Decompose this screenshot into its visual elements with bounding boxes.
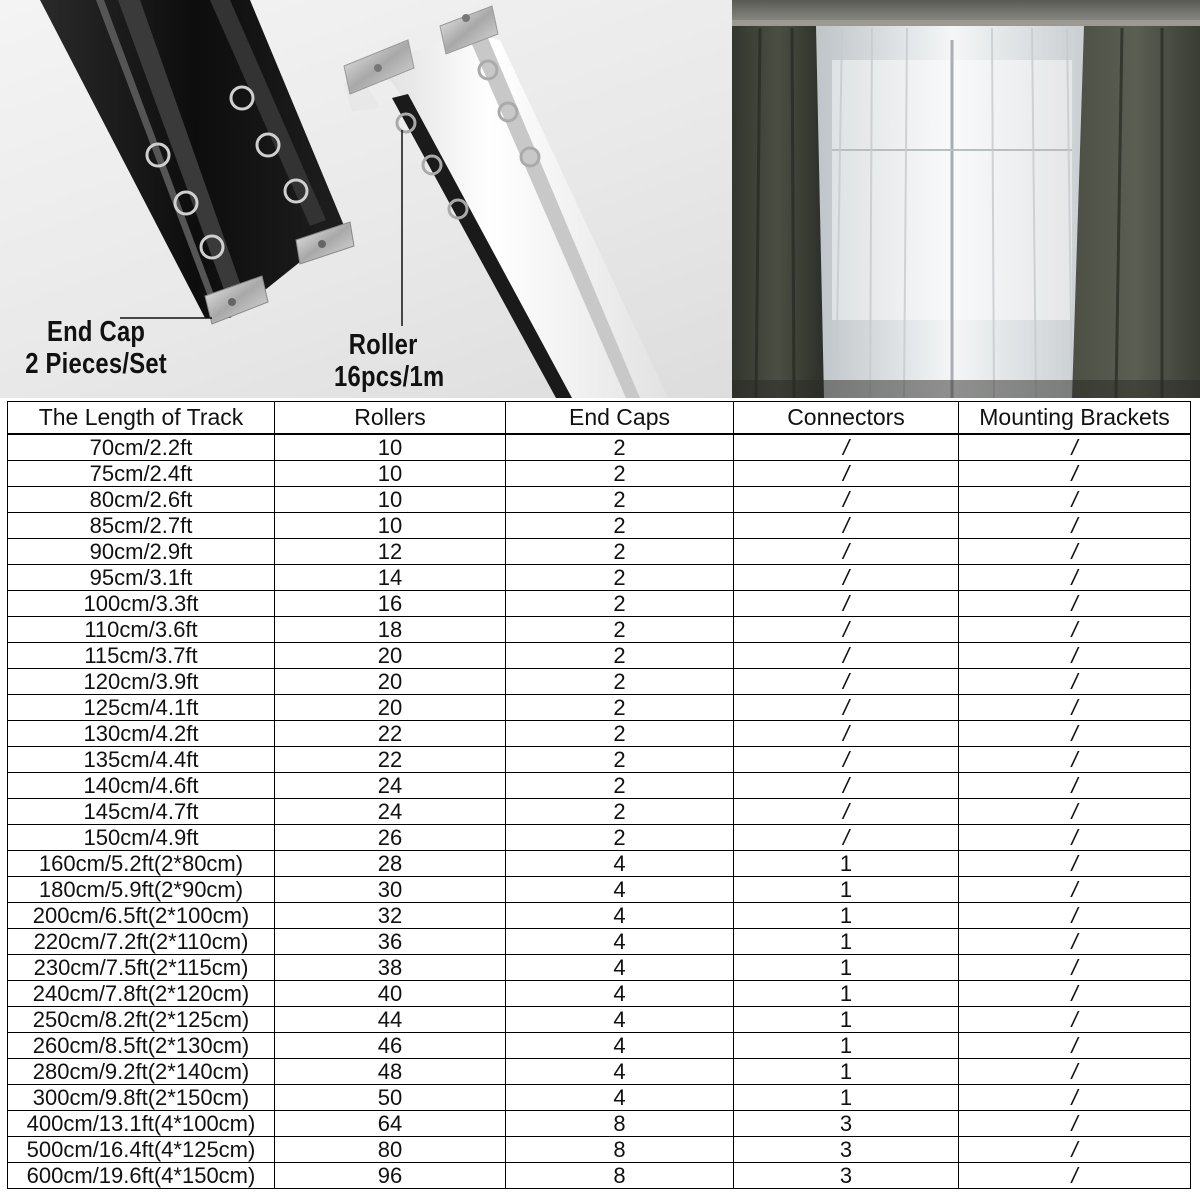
table-row: [8, 1163, 1191, 1189]
cell-connectors: /: [734, 643, 959, 669]
table-row: [8, 487, 1191, 513]
cell-track-length: 115cm/3.7ft: [8, 643, 275, 669]
cell-connectors: 1: [734, 955, 959, 981]
cell-connectors: 3: [734, 1163, 959, 1189]
cell-end-caps: 2: [506, 721, 734, 747]
cell-rollers: 20: [275, 643, 506, 669]
cell-mounting-brackets: /: [959, 903, 1191, 929]
cell-mounting-brackets: /: [959, 825, 1191, 851]
cell-rollers: 10: [275, 434, 506, 461]
cell-end-caps: 4: [506, 955, 734, 981]
cell-track-length: 85cm/2.7ft: [8, 513, 275, 539]
roller-title: Roller: [348, 329, 418, 361]
cell-connectors: 1: [734, 877, 959, 903]
cell-track-length: 150cm/4.9ft: [8, 825, 275, 851]
cell-connectors: 1: [734, 1033, 959, 1059]
cell-mounting-brackets: /: [959, 1059, 1191, 1085]
cell-mounting-brackets: /: [959, 851, 1191, 877]
cell-track-length: 135cm/4.4ft: [8, 747, 275, 773]
cell-end-caps: 2: [506, 825, 734, 851]
header-connectors: Connectors: [734, 402, 959, 435]
cell-connectors: 1: [734, 903, 959, 929]
cell-connectors: /: [734, 591, 959, 617]
cell-rollers: 46: [275, 1033, 506, 1059]
cell-rollers: 50: [275, 1085, 506, 1111]
cell-end-caps: 2: [506, 513, 734, 539]
cell-mounting-brackets: /: [959, 434, 1191, 461]
table-row: [8, 955, 1191, 981]
cell-rollers: 10: [275, 461, 506, 487]
cell-end-caps: 2: [506, 487, 734, 513]
table-row: [8, 1111, 1191, 1137]
cell-mounting-brackets: /: [959, 877, 1191, 903]
cell-track-length: 240cm/7.8ft(2*120cm): [8, 981, 275, 1007]
cell-rollers: 28: [275, 851, 506, 877]
cell-end-caps: 2: [506, 643, 734, 669]
cell-track-length: 160cm/5.2ft(2*80cm): [8, 851, 275, 877]
cell-end-caps: 4: [506, 1007, 734, 1033]
cell-mounting-brackets: /: [959, 1007, 1191, 1033]
cell-end-caps: 4: [506, 1033, 734, 1059]
cell-end-caps: 2: [506, 434, 734, 461]
cell-end-caps: 2: [506, 565, 734, 591]
cell-mounting-brackets: /: [959, 1033, 1191, 1059]
cell-mounting-brackets: /: [959, 929, 1191, 955]
cell-rollers: 20: [275, 695, 506, 721]
cell-track-length: 120cm/3.9ft: [8, 669, 275, 695]
cell-end-caps: 8: [506, 1163, 734, 1189]
table-row: [8, 721, 1191, 747]
cell-track-length: 80cm/2.6ft: [8, 487, 275, 513]
table-body: [8, 434, 1191, 1189]
cell-rollers: 10: [275, 487, 506, 513]
cell-rollers: 18: [275, 617, 506, 643]
table-row: [8, 617, 1191, 643]
cell-end-caps: 2: [506, 539, 734, 565]
cell-end-caps: 4: [506, 1059, 734, 1085]
header-track-length: The Length of Track: [8, 402, 275, 435]
cell-end-caps: 2: [506, 669, 734, 695]
cell-track-length: 90cm/2.9ft: [8, 539, 275, 565]
cell-connectors: 1: [734, 1059, 959, 1085]
cell-rollers: 30: [275, 877, 506, 903]
cell-mounting-brackets: /: [959, 617, 1191, 643]
cell-mounting-brackets: /: [959, 981, 1191, 1007]
cell-connectors: 3: [734, 1137, 959, 1163]
table-row: [8, 877, 1191, 903]
cell-track-length: 125cm/4.1ft: [8, 695, 275, 721]
cell-connectors: 1: [734, 981, 959, 1007]
cell-mounting-brackets: /: [959, 513, 1191, 539]
cell-track-length: 600cm/19.6ft(4*150cm): [8, 1163, 275, 1189]
cell-rollers: 12: [275, 539, 506, 565]
cell-rollers: 20: [275, 669, 506, 695]
cell-rollers: 10: [275, 513, 506, 539]
cell-track-length: 100cm/3.3ft: [8, 591, 275, 617]
cell-rollers: 16: [275, 591, 506, 617]
cell-connectors: /: [734, 825, 959, 851]
cell-rollers: 14: [275, 565, 506, 591]
table-row: [8, 1033, 1191, 1059]
cell-rollers: 26: [275, 825, 506, 851]
cell-track-length: 95cm/3.1ft: [8, 565, 275, 591]
cell-mounting-brackets: /: [959, 539, 1191, 565]
roller-callout: [334, 329, 445, 393]
cell-mounting-brackets: /: [959, 487, 1191, 513]
table-row: [8, 1085, 1191, 1111]
cell-connectors: 1: [734, 1007, 959, 1033]
cell-mounting-brackets: /: [959, 799, 1191, 825]
cell-track-length: 110cm/3.6ft: [8, 617, 275, 643]
cell-track-length: 130cm/4.2ft: [8, 721, 275, 747]
cell-end-caps: 2: [506, 799, 734, 825]
table-row: [8, 825, 1191, 851]
cell-end-caps: 2: [506, 617, 734, 643]
end-cap-quantity: 2 Pieces/Set: [25, 348, 167, 380]
cell-rollers: 24: [275, 799, 506, 825]
cell-rollers: 32: [275, 903, 506, 929]
cell-mounting-brackets: /: [959, 1137, 1191, 1163]
cell-mounting-brackets: /: [959, 721, 1191, 747]
cell-end-caps: 2: [506, 461, 734, 487]
table-row: [8, 434, 1191, 461]
table-row: [8, 1059, 1191, 1085]
cell-rollers: 40: [275, 981, 506, 1007]
cell-end-caps: 4: [506, 877, 734, 903]
table-row: [8, 669, 1191, 695]
cell-track-length: 140cm/4.6ft: [8, 773, 275, 799]
cell-connectors: /: [734, 617, 959, 643]
cell-end-caps: 8: [506, 1137, 734, 1163]
cell-rollers: 38: [275, 955, 506, 981]
header-end-caps: End Caps: [506, 402, 734, 435]
roller-quantity: 16pcs/1m: [334, 361, 445, 393]
table-row: [8, 747, 1191, 773]
cell-track-length: 70cm/2.2ft: [8, 434, 275, 461]
cell-rollers: 80: [275, 1137, 506, 1163]
table-row: [8, 1007, 1191, 1033]
cell-rollers: 24: [275, 773, 506, 799]
cell-connectors: /: [734, 721, 959, 747]
table-row: [8, 461, 1191, 487]
cell-rollers: 22: [275, 721, 506, 747]
cell-track-length: 220cm/7.2ft(2*110cm): [8, 929, 275, 955]
table-row: [8, 513, 1191, 539]
cell-track-length: 260cm/8.5ft(2*130cm): [8, 1033, 275, 1059]
cell-end-caps: 4: [506, 851, 734, 877]
cell-rollers: 36: [275, 929, 506, 955]
cell-track-length: 300cm/9.8ft(2*150cm): [8, 1085, 275, 1111]
cell-rollers: 44: [275, 1007, 506, 1033]
cell-connectors: /: [734, 695, 959, 721]
cell-end-caps: 8: [506, 1111, 734, 1137]
black-track: [40, 0, 350, 318]
track-specification-table: [7, 401, 1191, 1189]
cell-rollers: 48: [275, 1059, 506, 1085]
cell-connectors: /: [734, 799, 959, 825]
table-row: [8, 695, 1191, 721]
table-row: [8, 565, 1191, 591]
cell-mounting-brackets: /: [959, 461, 1191, 487]
track-product-image: [0, 0, 732, 398]
cell-connectors: 1: [734, 929, 959, 955]
table-header-row: [8, 402, 1191, 435]
cell-connectors: /: [734, 747, 959, 773]
curtain-illustration: [732, 0, 1200, 398]
cell-connectors: /: [734, 461, 959, 487]
cell-rollers: 96: [275, 1163, 506, 1189]
cell-connectors: /: [734, 487, 959, 513]
cell-track-length: 75cm/2.4ft: [8, 461, 275, 487]
cell-connectors: 1: [734, 1085, 959, 1111]
cell-end-caps: 4: [506, 981, 734, 1007]
installed-curtain-image: [732, 0, 1200, 398]
cell-end-caps: 2: [506, 747, 734, 773]
cell-rollers: 64: [275, 1111, 506, 1137]
cell-track-length: 250cm/8.2ft(2*125cm): [8, 1007, 275, 1033]
cell-track-length: 230cm/7.5ft(2*115cm): [8, 955, 275, 981]
cell-mounting-brackets: /: [959, 747, 1191, 773]
cell-track-length: 280cm/9.2ft(2*140cm): [8, 1059, 275, 1085]
end-cap-title: End Cap: [47, 316, 146, 348]
cell-track-length: 180cm/5.9ft(2*90cm): [8, 877, 275, 903]
cell-mounting-brackets: /: [959, 695, 1191, 721]
table-row: [8, 903, 1191, 929]
table-row: [8, 851, 1191, 877]
table-row: [8, 591, 1191, 617]
cell-end-caps: 2: [506, 695, 734, 721]
table-row: [8, 643, 1191, 669]
cell-rollers: 22: [275, 747, 506, 773]
cell-end-caps: 2: [506, 773, 734, 799]
right-blackout-curtain: [1072, 26, 1200, 398]
table-row: [8, 799, 1191, 825]
cell-track-length: 145cm/4.7ft: [8, 799, 275, 825]
cell-track-length: 400cm/13.1ft(4*100cm): [8, 1111, 275, 1137]
table-row: [8, 539, 1191, 565]
cell-end-caps: 4: [506, 929, 734, 955]
cell-connectors: 1: [734, 851, 959, 877]
cell-connectors: /: [734, 773, 959, 799]
header-rollers: Rollers: [275, 402, 506, 435]
cell-connectors: /: [734, 434, 959, 461]
table-row: [8, 981, 1191, 1007]
cell-mounting-brackets: /: [959, 565, 1191, 591]
table-row: [8, 929, 1191, 955]
cell-mounting-brackets: /: [959, 773, 1191, 799]
left-blackout-curtain: [732, 26, 824, 398]
cell-mounting-brackets: /: [959, 1085, 1191, 1111]
cell-connectors: /: [734, 669, 959, 695]
product-photos: [0, 0, 1200, 398]
cell-track-length: 500cm/16.4ft(4*125cm): [8, 1137, 275, 1163]
cell-end-caps: 4: [506, 903, 734, 929]
cell-end-caps: 4: [506, 1085, 734, 1111]
cell-track-length: 200cm/6.5ft(2*100cm): [8, 903, 275, 929]
cell-connectors: /: [734, 565, 959, 591]
cell-mounting-brackets: /: [959, 1163, 1191, 1189]
cell-connectors: 3: [734, 1111, 959, 1137]
table-row: [8, 773, 1191, 799]
cell-mounting-brackets: /: [959, 643, 1191, 669]
cell-connectors: /: [734, 513, 959, 539]
header-mounting-brackets: Mounting Brackets: [959, 402, 1191, 435]
cell-mounting-brackets: /: [959, 669, 1191, 695]
cell-mounting-brackets: /: [959, 591, 1191, 617]
cell-mounting-brackets: /: [959, 955, 1191, 981]
cell-mounting-brackets: /: [959, 1111, 1191, 1137]
cell-end-caps: 2: [506, 591, 734, 617]
cell-connectors: /: [734, 539, 959, 565]
table-row: [8, 1137, 1191, 1163]
end-cap-callout: [10, 316, 182, 380]
